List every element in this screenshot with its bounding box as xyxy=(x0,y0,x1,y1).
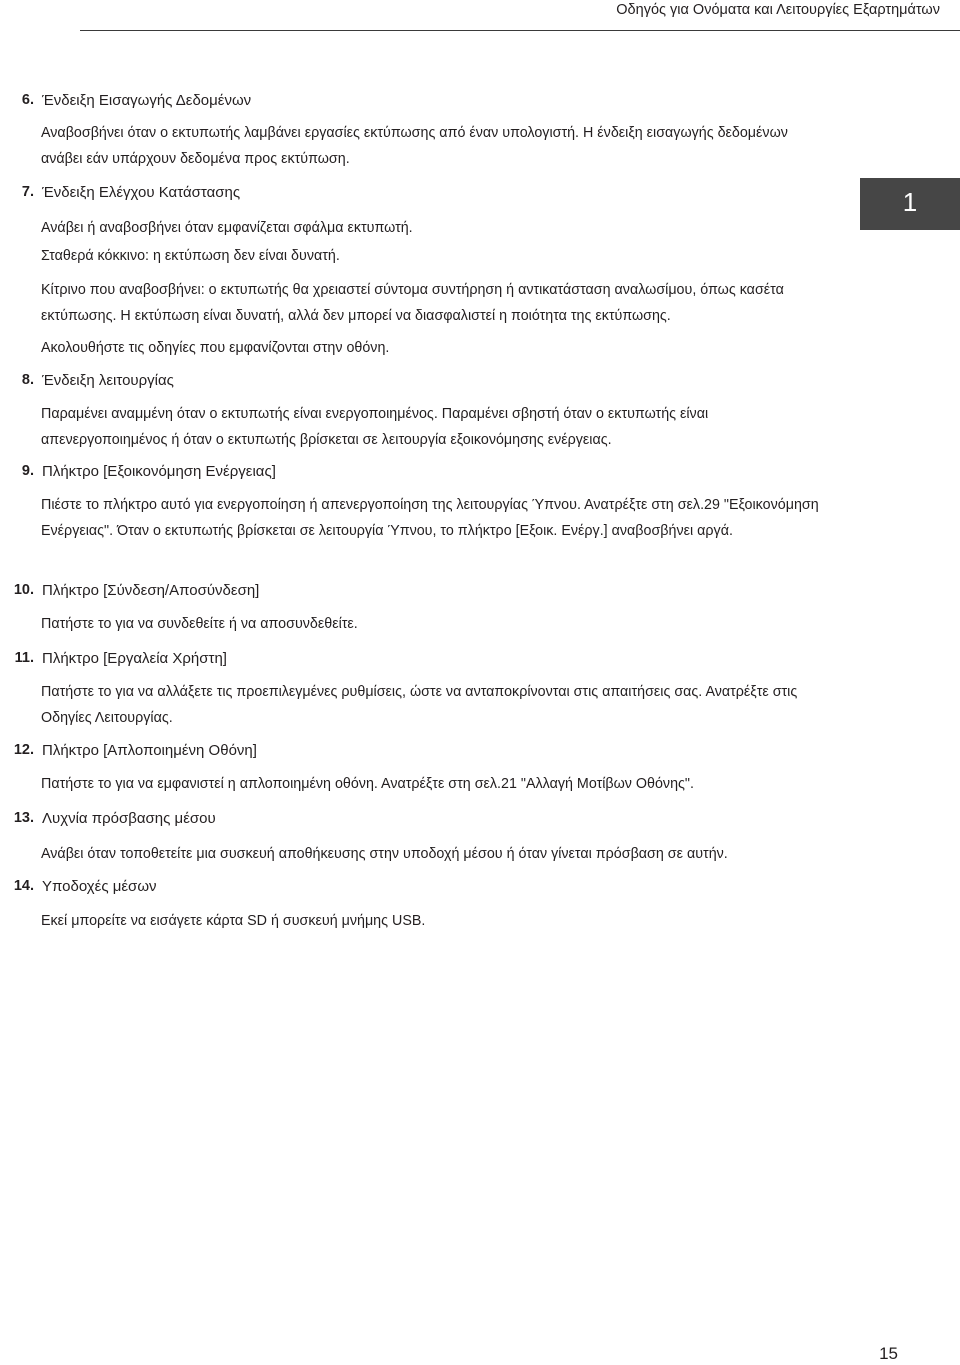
item-title: Ένδειξη λειτουργίας xyxy=(42,372,174,389)
item-title: Πλήκτρο [Απλοποιημένη Οθόνη] xyxy=(42,742,257,759)
item-title: Πλήκτρο [Εξοικονόμηση Ενέργειας] xyxy=(42,463,276,480)
item-number: 14. xyxy=(13,878,34,894)
item-description: Πατήστε το για να εμφανιστεί η απλοποιημένη οθόνη. Ανατρέξτε στη σελ.21 "Αλλαγή Μοτίβων Οθόνης". xyxy=(41,776,694,792)
item-description: Αναβοσβήνει όταν ο εκτυπωτής λαμβάνει εργασίες εκτύπωσης από έναν υπολογιστή. Η ένδειξη εισαγωγής δεδομένων ανάβει εάν υπάρχουν δεδομένα προς εκτύπωση. xyxy=(41,125,788,167)
page-number: 15 xyxy=(879,1344,898,1363)
item-number: 7. xyxy=(21,184,34,200)
item-number: 12. xyxy=(13,742,34,758)
header-rule xyxy=(80,30,960,31)
item-description: Ακολουθήστε τις οδηγίες που εμφανίζονται στην οθόνη. xyxy=(41,340,390,356)
item-number: 8. xyxy=(21,372,34,388)
item-title: Πλήκτρο [Σύνδεση/Αποσύνδεση] xyxy=(42,582,260,599)
item-number: 6. xyxy=(21,92,34,108)
item-description: Εκεί μπορείτε να εισάγετε κάρτα SD ή συσκευή μνήμης USB. xyxy=(41,913,426,929)
item-title: Υποδοχές μέσων xyxy=(42,878,157,895)
running-header-title: Οδηγός για Ονόματα και Λειτουργίες Εξαρτημάτων xyxy=(616,2,940,18)
item-title: Ένδειξη Εισαγωγής Δεδομένων xyxy=(42,92,252,109)
item-description: Πατήστε το για να συνδεθείτε ή να αποσυνδεθείτε. xyxy=(41,616,358,632)
chapter-tab xyxy=(860,178,960,230)
item-description: Κίτρινο που αναβοσβήνει: ο εκτυπωτής θα χρειαστεί σύντομα συντήρηση ή αντικατάσταση αναλωσίμου, όπως κασέτα εκτύπωσης. Η εκτύπωση είναι δυνατή, αλλά δεν μπορεί να διασφαλιστεί η ποιότητα της εκτύπωσης. xyxy=(41,282,784,324)
running-header xyxy=(80,0,960,32)
item-title: Λυχνία πρόσβασης μέσου xyxy=(42,810,216,827)
item-description: Πιέστε το πλήκτρο αυτό για ενεργοποίηση ή απενεργοποίηση της λειτουργίας Ύπνου. Ανατρέξτε στη σελ.29 "Εξοικονόμηση Ενέργειας". Όταν ο εκτυπωτής βρίσκεται σε λειτουργία Ύπνου, το πλήκτρο [Εξοικ. Ενέργ.] αναβοσβήνει αργά. xyxy=(41,497,819,539)
chapter-tab-number: 1 xyxy=(902,187,918,217)
item-number: 10. xyxy=(13,582,34,598)
item-title: Ένδειξη Ελέγχου Κατάστασης xyxy=(42,184,241,201)
item-description: Ανάβει ή αναβοσβήνει όταν εμφανίζεται σφάλμα εκτυπωτή. xyxy=(41,220,413,236)
item-description: Πατήστε το για να αλλάξετε τις προεπιλεγμένες ρυθμίσεις, ώστε να ανταποκρίνονται στις απαιτήσεις σας. Ανατρέξτε στις Οδηγίες Λειτουργίας. xyxy=(41,684,798,726)
item-number: 9. xyxy=(21,463,34,479)
item-number: 11. xyxy=(14,650,34,666)
item-description: Ανάβει όταν τοποθετείτε μια συσκευή αποθήκευσης στην υποδοχή μέσου ή όταν γίνεται πρόσβαση σε αυτήν. xyxy=(41,846,728,862)
item-title: Πλήκτρο [Εργαλεία Χρήστη] xyxy=(42,650,227,667)
item-number: 13. xyxy=(13,810,34,826)
item-description: Σταθερά κόκκινο: η εκτύπωση δεν είναι δυνατή. xyxy=(41,248,340,264)
item-description: Παραμένει αναμμένη όταν ο εκτυπωτής είναι ενεργοποιημένος. Παραμένει σβηστή όταν ο εκτυπωτής είναι απενεργοποιημένος ή όταν ο εκτυπωτής βρίσκεται σε λειτουργία εξοικονόμησης ενέργειας. xyxy=(41,406,709,448)
